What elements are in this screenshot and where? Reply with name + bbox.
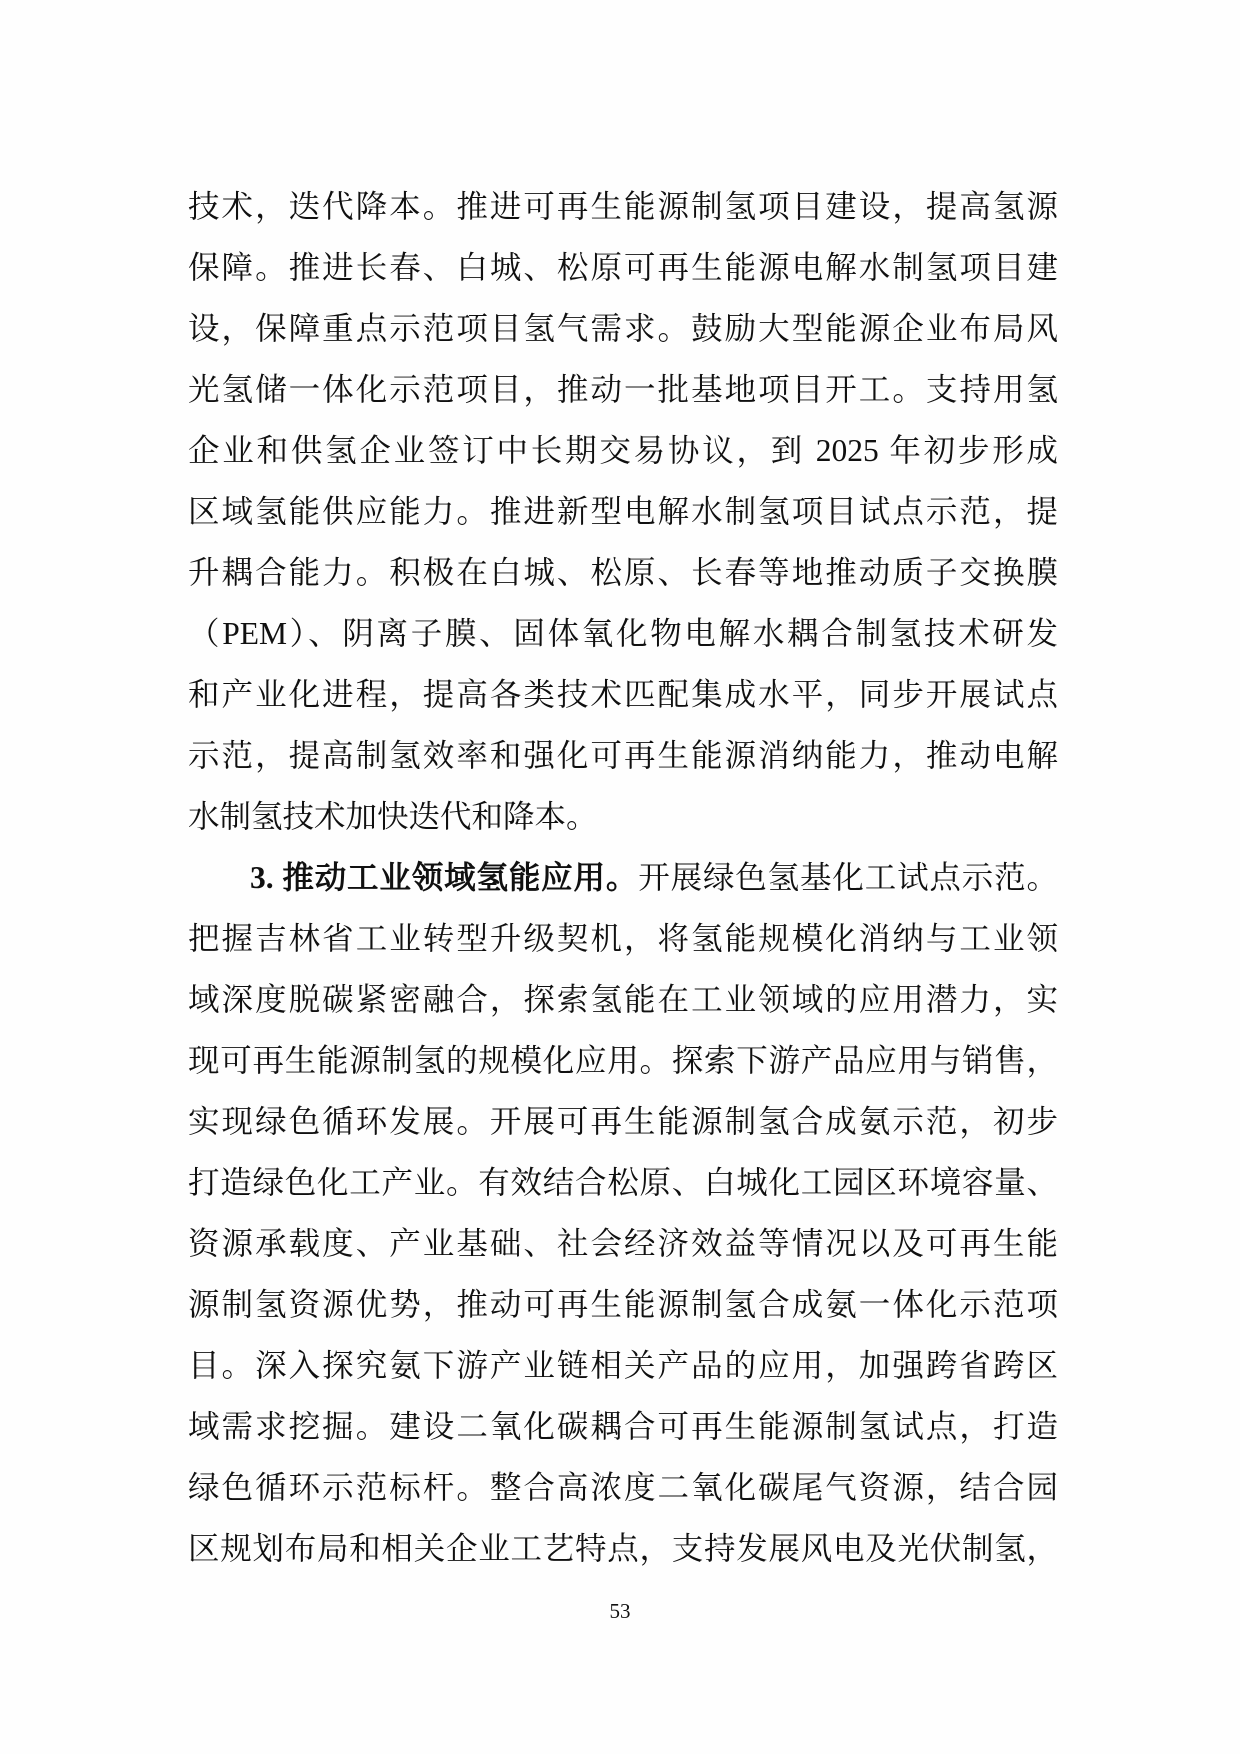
body-line: 和产业化进程，提高各类技术匹配集成水平，同步开展试点 — [188, 677, 1058, 712]
body-line: 保障。推进长春、白城、松原可再生能源电解水制氢项目建 — [188, 250, 1058, 285]
body-line: 资源承载度、产业基础、社会经济效益等情况以及可再生能 — [188, 1226, 1058, 1261]
body-line: 水制氢技术加快迭代和降本。 — [188, 799, 598, 834]
body-line: 区域氢能供应能力。推进新型电解水制氢项目试点示范，提 — [188, 494, 1058, 529]
body-text — [188, 176, 1058, 1579]
page-number: 53 — [609, 1599, 631, 1623]
body-line: 设，保障重点示范项目氢气需求。鼓励大型能源企业布局风 — [188, 311, 1058, 346]
body-line: （PEM）、阴离子膜、固体氧化物电解水耦合制氢技术研发 — [188, 616, 1058, 651]
body-line: 域需求挖掘。建设二氧化碳耦合可再生能源制氢试点，打造 — [188, 1409, 1058, 1444]
body-line: 绿色循环示范标杆。整合高浓度二氧化碳尾气资源，结合园 — [188, 1470, 1058, 1505]
body-line: 区规划布局和相关企业工艺特点，支持发展风电及光伏制氢， — [188, 1531, 1058, 1566]
section-heading: 3. 推动工业领域氢能应用。 — [250, 860, 639, 895]
body-line: 现可再生能源制氢的规模化应用。探索下游产品应用与销售， — [188, 1043, 1058, 1078]
body-line: 企业和供氢企业签订中长期交易协议，到 2025 年初步形成 — [188, 433, 1058, 468]
section-heading-line — [188, 847, 1058, 908]
body-line: 域深度脱碳紧密融合，探索氢能在工业领域的应用潜力，实 — [188, 982, 1058, 1017]
body-line: 光氢储一体化示范项目，推动一批基地项目开工。支持用氢 — [188, 372, 1058, 407]
body-line: 把握吉林省工业转型升级契机，将氢能规模化消纳与工业领 — [188, 921, 1058, 956]
body-line: 升耦合能力。积极在白城、松原、长春等地推动质子交换膜 — [188, 555, 1058, 590]
body-line: 目。深入探究氨下游产业链相关产品的应用，加强跨省跨区 — [188, 1348, 1058, 1383]
body-line: 实现绿色循环发展。开展可再生能源制氢合成氨示范，初步 — [188, 1104, 1058, 1139]
body-line: 打造绿色化工产业。有效结合松原、白城化工园区环境容量、 — [188, 1165, 1058, 1200]
body-line: 技术，迭代降本。推进可再生能源制氢项目建设，提高氢源 — [188, 189, 1058, 224]
section-heading-continuation: 开展绿色氢基化工试点示范。 — [638, 860, 1058, 895]
body-line: 示范，提高制氢效率和强化可再生能源消纳能力，推动电解 — [188, 738, 1058, 773]
body-line: 源制氢资源优势，推动可再生能源制氢合成氨一体化示范项 — [188, 1287, 1058, 1322]
